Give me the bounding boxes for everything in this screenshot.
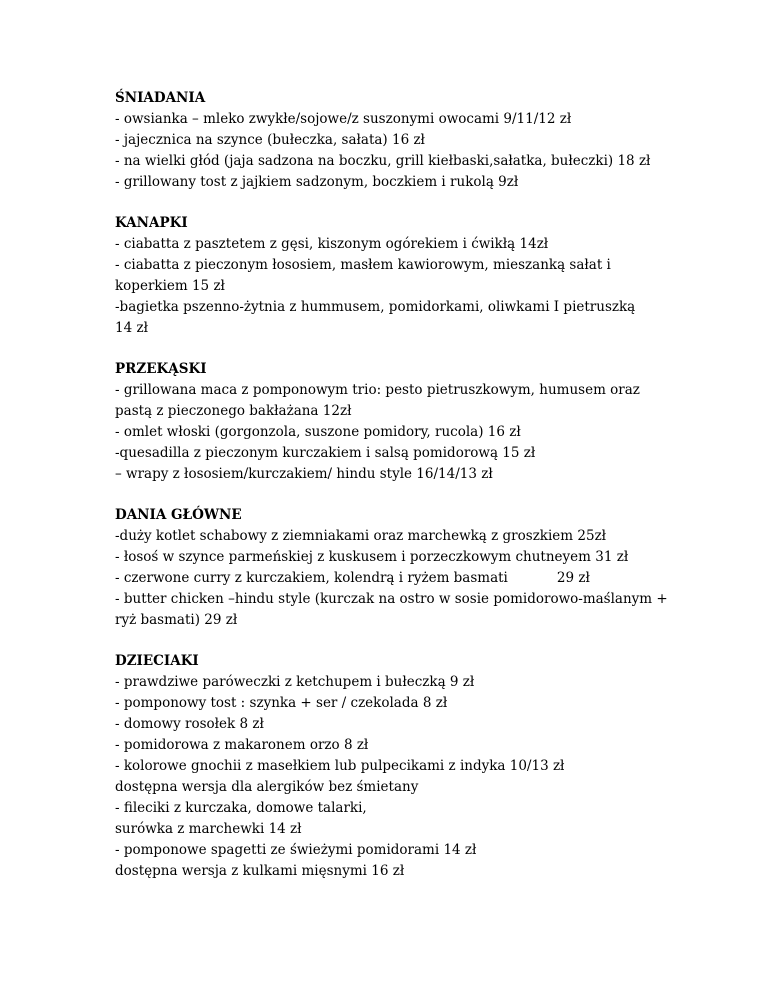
menu-line: ryż basmati) 29 zł: [115, 612, 238, 628]
menu-line: pastą z pieczonego bakłażana 12zł: [115, 403, 352, 419]
menu-line: - ciabatta z pieczonym łososiem, masłem kawiorowym, mieszanką sałat i: [115, 257, 611, 273]
section-kids: [115, 651, 675, 882]
menu-line: - na wielki głód (jaja sadzona na boczku, grill kiełbaski,sałatka, bułeczki) 18 zł: [115, 153, 651, 169]
menu-line: - pomponowe spagetti ze świeżymi pomidorami 14 zł: [115, 842, 477, 858]
section-title: DZIECIAKI: [115, 653, 199, 669]
menu-line: dostępna wersja dla alergików bez śmietany: [115, 779, 419, 795]
section-sandwiches: [115, 213, 675, 339]
menu-document: [115, 88, 675, 902]
menu-line: - jajecznica na szynce (bułeczka, sałata) 16 zł: [115, 132, 425, 148]
section-title: DANIA GŁÓWNE: [115, 507, 242, 523]
section-title: KANAPKI: [115, 215, 188, 231]
menu-line: – wrapy z łososiem/kurczakiem/ hindu style 16/14/13 zł: [115, 466, 493, 482]
section-title: ŚNIADANIA: [115, 90, 206, 106]
menu-line: surówka z marchewki 14 zł: [115, 821, 302, 837]
section-snacks: [115, 359, 675, 485]
menu-line: -bagietka pszenno-żytnia z hummusem, pomidorkami, oliwkami I pietruszką: [115, 299, 636, 315]
menu-line: - ciabatta z pasztetem z gęsi, kiszonym ogórekiem i ćwikłą 14zł: [115, 236, 549, 252]
menu-line: - owsianka – mleko zwykłe/sojowe/z suszonymi owocami 9/11/12 zł: [115, 111, 572, 127]
menu-line: - omlet włoski (gorgonzola, suszone pomidory, rucola) 16 zł: [115, 424, 521, 440]
menu-line: - grillowany tost z jajkiem sadzonym, boczkiem i rukolą 9zł: [115, 174, 519, 190]
menu-line: -quesadilla z pieczonym kurczakiem i salsą pomidorową 15 zł: [115, 445, 536, 461]
menu-line: - fileciki z kurczaka, domowe talarki,: [115, 800, 367, 816]
section-title: PRZEKĄSKI: [115, 361, 207, 377]
menu-line: - łosoś w szynce parmeńskiej z kuskusem i porzeczkowym chutneyem 31 zł: [115, 549, 629, 565]
section-breakfast: [115, 88, 675, 193]
menu-line: - butter chicken –hindu style (kurczak na ostro w sosie pomidorowo-maślanym +: [115, 591, 668, 607]
menu-line: - domowy rosołek 8 zł: [115, 716, 264, 732]
menu-line-curry: [115, 568, 675, 589]
menu-line: - pomidorowa z makaronem orzo 8 zł: [115, 737, 369, 753]
menu-line: dostępna wersja z kulkami mięsnymi 16 zł: [115, 863, 405, 879]
menu-line-text: - czerwone curry z kurczakiem, kolendrą i ryżem basmati: [115, 570, 508, 586]
menu-line: - kolorowe gnochii z masełkiem lub pulpecikami z indyka 10/13 zł: [115, 758, 565, 774]
menu-line: - prawdziwe paróweczki z ketchupem i bułeczką 9 zł: [115, 674, 475, 690]
menu-line: -duży kotlet schabowy z ziemniakami oraz marchewką z groszkiem 25zł: [115, 528, 607, 544]
menu-line: 14 zł: [115, 320, 148, 336]
menu-line: - grillowana maca z pomponowym trio: pesto pietruszkowym, humusem oraz: [115, 382, 640, 398]
menu-line: - pomponowy tost : szynka + ser / czekolada 8 zł: [115, 695, 448, 711]
menu-line: koperkiem 15 zł: [115, 278, 225, 294]
section-main-dishes: [115, 505, 675, 631]
menu-line-price: 29 zł: [556, 570, 590, 586]
